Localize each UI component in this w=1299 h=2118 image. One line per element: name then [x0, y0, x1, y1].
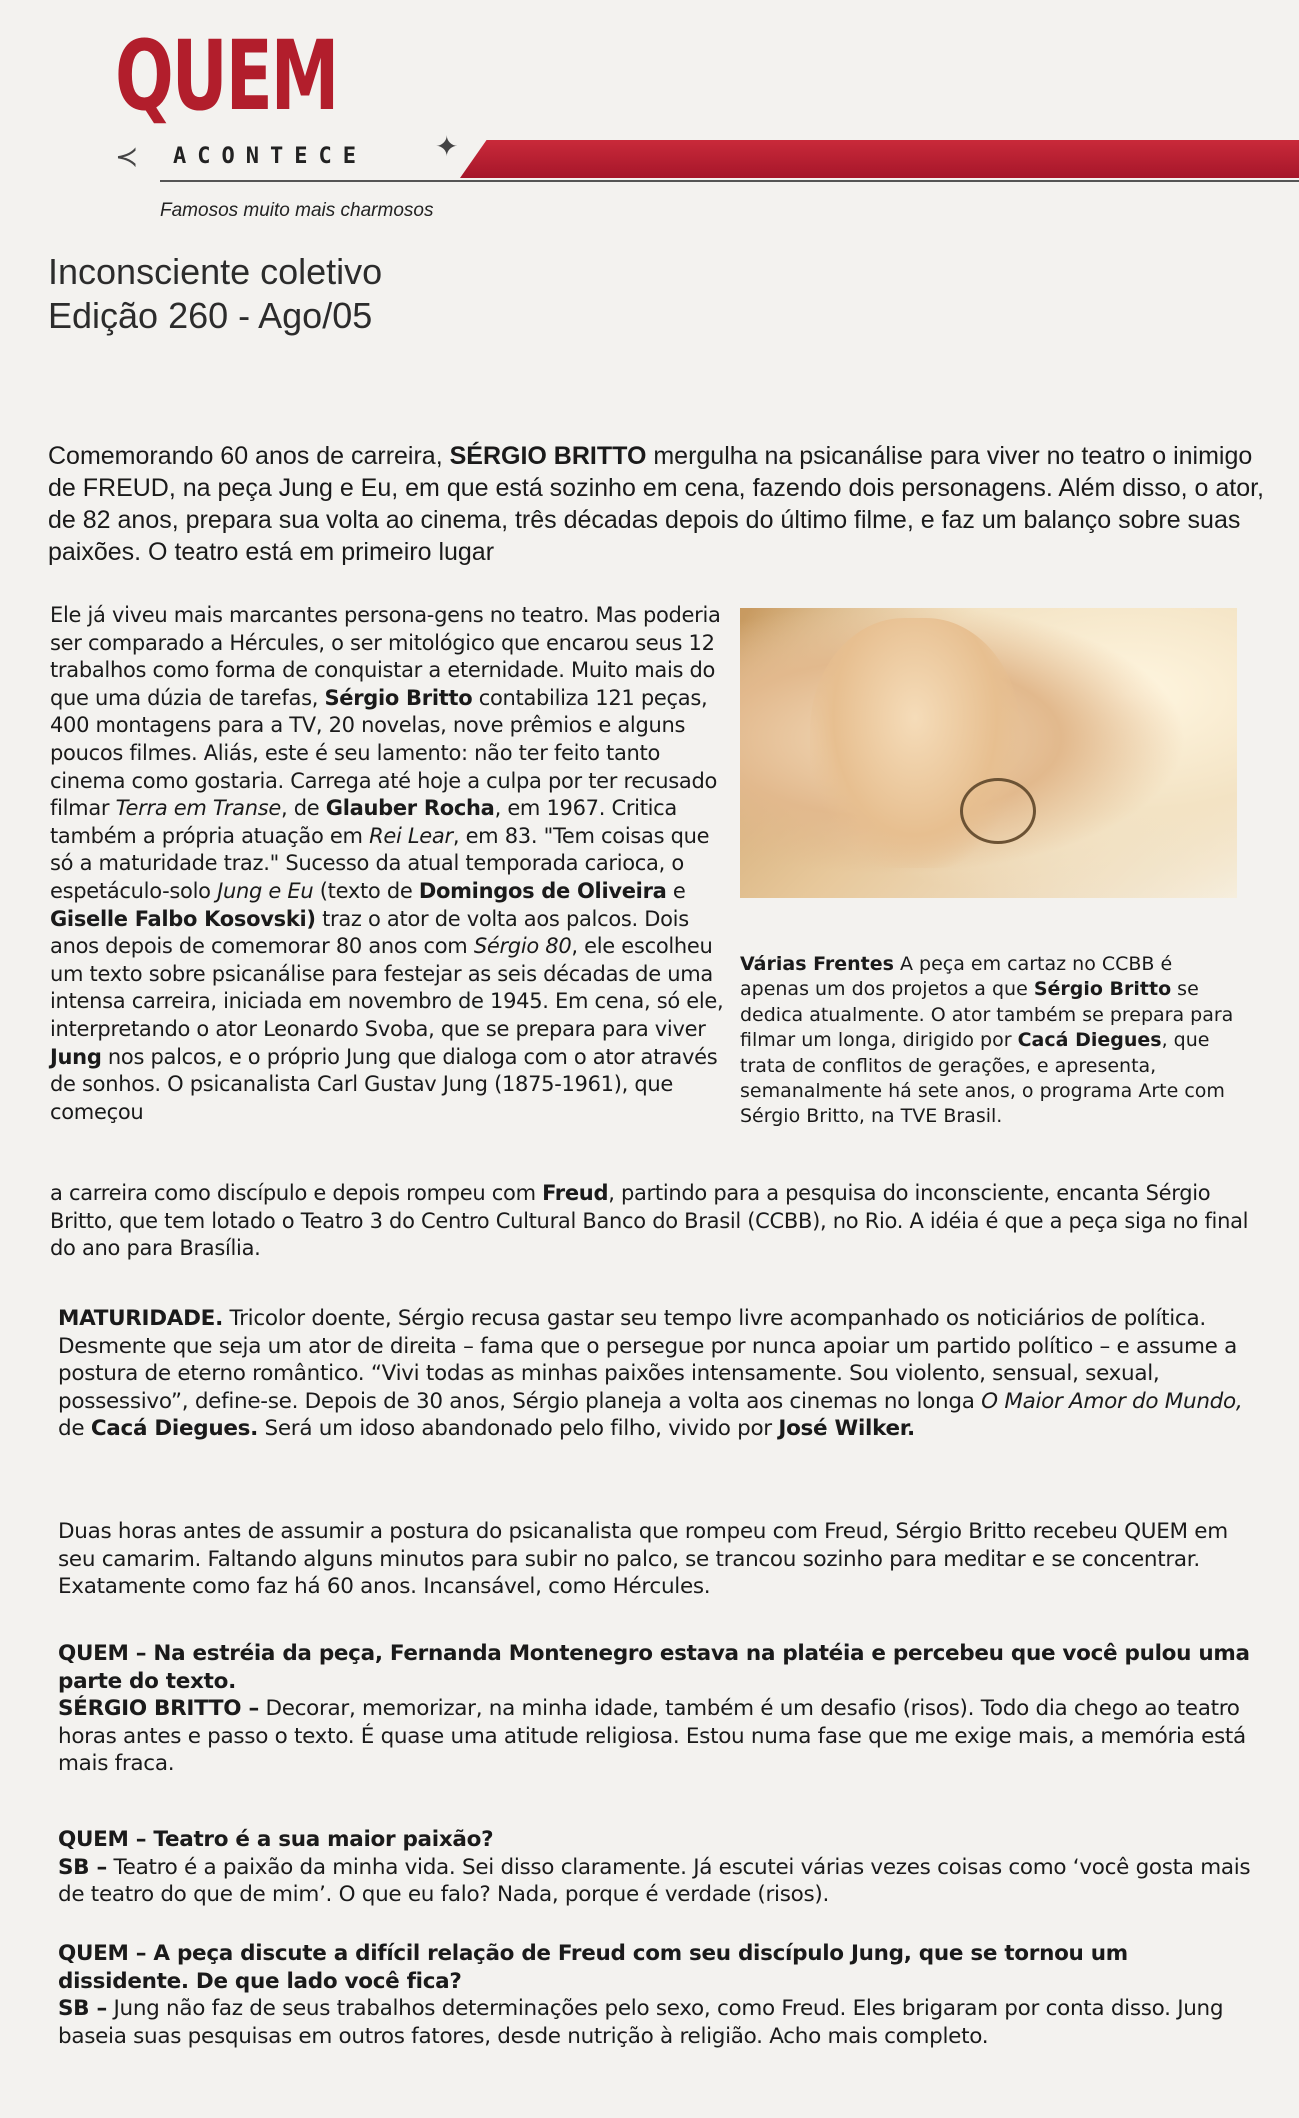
body-text: , em 1967. Critica também a própria atuação em [50, 796, 677, 848]
body-italic: Sérgio 80 [473, 934, 572, 959]
interview-speaker: SB – [58, 1996, 107, 2021]
body-text: de [58, 1416, 91, 1441]
body-bold: Sérgio Britto [324, 685, 473, 710]
tagline: Famosos muito mais charmosos [160, 200, 434, 221]
interview-question: QUEM – Na estréia da peça, Fernanda Montenegro estava na platéia e percebeu que você pulou uma parte do texto. [58, 1641, 1250, 1694]
body-text: , ele escolheu um texto sobre psicanálise para festejar as seis décadas de uma intensa carreira, iniciada em novembro de 1945. Em cena, só ele, interpretando o ator Leonardo Svoba, que se prepara para viver [50, 934, 724, 1041]
body-bold: Cacá Diegues. [90, 1416, 258, 1441]
body-text: Tricolor doente, Sérgio recusa gastar seu tempo livre acompanhado os noticiários de política. Desmente que seja um ator de direita – fama que o persegue por nunca apoiar um partido político – e assume a postura de eterno romântico. “Vivi todas as minhas paixões intensamente. Sou violento, sensual, sexual, possessivo”, define-se. Depois de 30 anos, Sérgio planeja a volta aos cinemas no longa [58, 1306, 1237, 1414]
body-text: Será um idoso abandonado pelo filho, vivido por [257, 1416, 779, 1441]
body-italic: O Maior Amor do Mundo, [981, 1388, 1243, 1414]
body-italic: Rei Lear [369, 823, 453, 848]
body-italic: Terra em Transe [115, 796, 281, 821]
body-text: , partindo para a pesquisa do inconsciente, encanta Sérgio Britto, que tem lotado o Teatro 3 do Centro Cultural Banco do Brasil (CCBB), no Rio. A idéia é que a peça siga no final do ano para Brasília. [50, 1181, 1249, 1261]
banner-underline [160, 180, 1299, 182]
interview-speaker: SÉRGIO BRITTO – [58, 1696, 259, 1721]
caption-bold: Cacá Diegues [1017, 1029, 1162, 1052]
body-text: contabiliza 121 peças, 400 montagens para a TV, 20 novelas, nove prêmios e alguns poucos filmes. Aliás, este é seu lamento: não ter feito tanto cinema como gostaria. Carrega até hoje a culpa por ter recusado filmar [50, 685, 718, 821]
caption-text: se dedica atualmente. O ator também se prepara para filmar um longa, dirigido por [740, 978, 1234, 1052]
body-text: e [666, 878, 686, 903]
caption-text: A peça em cartaz no CCBB é apenas um dos projetos a que [740, 953, 1173, 1001]
body-bold: Glauber Rocha [325, 796, 495, 821]
swoosh-left-icon: ≺ [115, 140, 139, 173]
interview-question: QUEM – Teatro é a sua maior paixão? [58, 1827, 494, 1852]
body-bold: Freud [542, 1181, 609, 1205]
interview-speaker: SB – [58, 1854, 107, 1880]
article-title: Inconsciente coletivo [48, 251, 383, 292]
interview-item [58, 1640, 1258, 1778]
photo-glasses-shape [960, 778, 1036, 844]
lead-name: SÉRGIO BRITTO [449, 442, 647, 470]
edition-label: Edição 260 - Ago/05 [48, 295, 373, 336]
article-headline [48, 250, 382, 338]
body-text: , de [281, 796, 326, 821]
interview-answer: Teatro é a paixão da minha vida. Sei disso claramente. Já escutei várias vezes coisas como ‘você gosta mais de teatro do que de mim’. O que eu falo? Nada, porque é verdade (risos). [58, 1854, 1251, 1907]
interview-answer: Jung não faz de seus trabalhos determinações pelo sexo, como Freud. Eles brigaram por conta disso. Jung baseia suas pesquisas em outros fatores, desde nutrição à religião. Acho mais completo. [58, 1996, 1224, 2049]
caption-bold: Sérgio Britto [1033, 978, 1172, 1001]
logo-section-label: ACONTECE [173, 144, 367, 169]
body-italic: Jung e Eu [217, 878, 314, 903]
body-column-left [50, 602, 730, 1126]
interview-item [58, 1826, 1258, 1909]
section-label: MATURIDADE. [58, 1306, 223, 1331]
body-continuation [50, 1180, 1250, 1263]
body-text: , em 83. "Tem coisas que só a maturidade traz." Sucesso da atual temporada carioca, o espetáculo-solo [50, 823, 710, 903]
logo-subheader [115, 130, 1275, 176]
masthead [45, 20, 1235, 221]
caption-title: Várias Frentes [740, 953, 894, 975]
red-banner [460, 140, 1299, 178]
paragraph-maturidade [58, 1305, 1258, 1443]
body-bold: Jung [50, 1044, 102, 1069]
magazine-logo: QUEM [115, 20, 338, 132]
interview-answer: Decorar, memorizar, na minha idade, também é um desafio (risos). Todo dia chego ao teatro horas antes e passo o texto. É quase uma atitude religiosa. Estou numa fase que me exige mais, a memória está mais fraca. [58, 1696, 1246, 1776]
body-bold: Giselle Falbo Kosovski) [50, 906, 316, 931]
interview-item [58, 1940, 1258, 2050]
body-text: a carreira como discípulo e depois rompeu com [50, 1181, 543, 1205]
paragraph-camarim: Duas horas antes de assumir a postura do psicanalista que rompeu com Freud, Sérgio Britto recebeu QUEM em seu camarim. Faltando alguns minutos para subir no palco, se trancou sozinho para meditar e se concentrar. Exatamente como faz há 60 anos. Incansável, como Hércules. [58, 1519, 1228, 1599]
article-photo [740, 608, 1237, 898]
swoosh-right-icon: ✦ [435, 130, 459, 163]
body-bold: José Wilker. [778, 1416, 915, 1441]
body-bold: Domingos de Oliveira [418, 878, 667, 903]
article-lead [48, 440, 1273, 568]
interview-question: QUEM – A peça discute a difícil relação de Freud com seu discípulo Jung, que se tornou um dissidente. De que lado você fica? [58, 1941, 1128, 1994]
caption-text: , que trata de conflitos de gerações, e apresenta, semanalmente há sete anos, o programa Arte com Sérgio Britto, na TVE Brasil. [740, 1029, 1225, 1128]
photo-caption [740, 952, 1240, 1130]
lead-text-cont: mergulha na psicanálise para viver no teatro o inimigo de FREUD, na peça Jung e Eu, em que está sozinho em cena, fazendo dois personagens. Além disso, o ator, de 82 anos, prepara sua volta ao cinema, três décadas depois do último filme, e faz um balanço sobre suas paixões. O teatro está em primeiro lugar [48, 442, 1265, 566]
body-text: Ele já viveu mais marcantes persona-gens no teatro. Mas poderia ser comparado a Hércules, o ser mitológico que encarou seus 12 trabalhos como forma de conquistar a eternidade. Muito mais do que uma dúzia de tarefas, [50, 603, 721, 710]
lead-text: Comemorando 60 anos de carreira, [48, 442, 450, 470]
body-text: nos palcos, e o próprio Jung que dialoga com o ator através de sonhos. O psicanalista Carl Gustav Jung (1875-1961), que começou [50, 1044, 718, 1124]
body-text: (texto de [313, 878, 419, 903]
body-text: traz o ator de volta aos palcos. Dois anos depois de comemorar 80 anos com [50, 906, 689, 959]
